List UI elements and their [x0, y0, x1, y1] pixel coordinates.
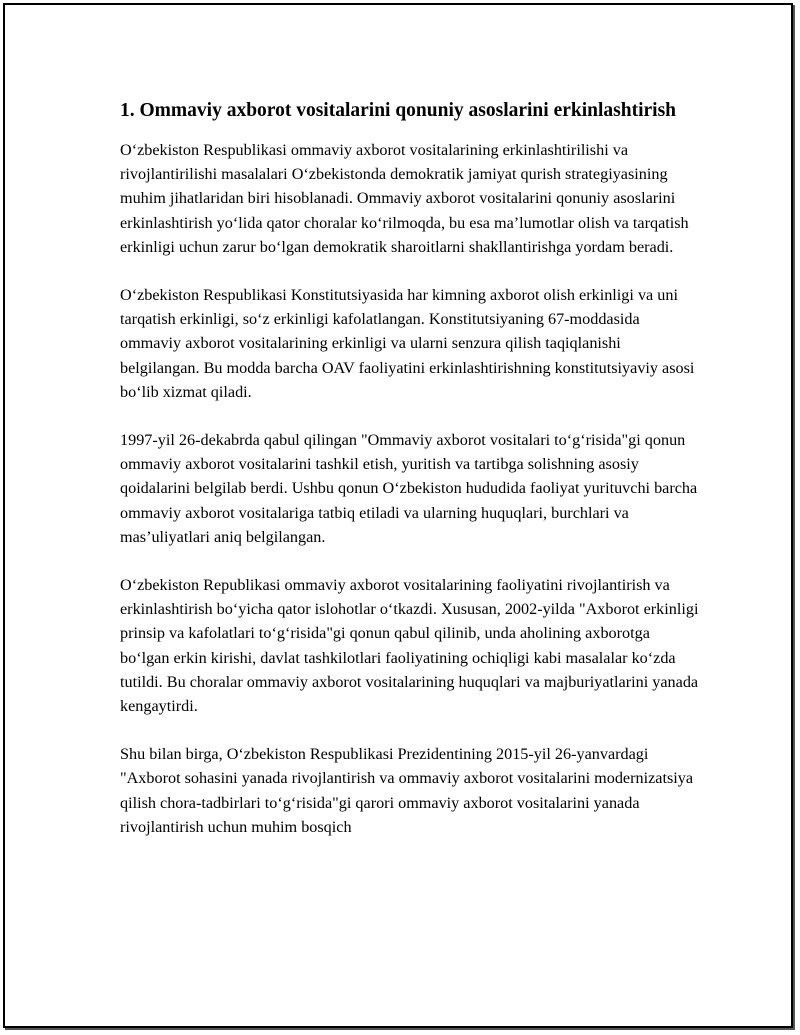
- paragraph-2: O‘zbekiston Respublikasi Konstitutsiyasida har kimning axborot olish erkinligi va uni tarqatish erkinligi, so‘z erkinligi kafolatlangan. Konstitutsiyaning 67-moddasida ommaviy axborot vositalarining erkinligi va ularni senzura qilish taqiqlanishi belgilangan. Bu modda barcha OAV faoliyatini erkinlashtirishning konstitutsiyaviy asosi bo‘lib xizmat qiladi.: [120, 286, 695, 401]
- document-content: [120, 97, 700, 863]
- page-frame: [3, 3, 793, 1028]
- paragraph-3: 1997-yil 26-dekabrda qabul qilingan "Ommaviy axborot vositalari to‘g‘risida"gi qonun ommaviy axborot vositalarini tashkil etish, yuritish va tartibga solishning asosiy qoidalarini belgilab berdi. Ushbu qonun O‘zbekiston hududida faoliyat yurituvchi barcha ommaviy axborot vositalariga tatbiq etiladi va ularning huquqlari, burchlari va mas’uliyatlari aniq belgilangan.: [120, 431, 698, 546]
- paragraph-4: O‘zbekiston Republikasi ommaviy axborot vositalarining faoliyatini rivojlantirish va erkinlashtirish bo‘yicha qator islohotlar o‘tkazdi. Xususan, 2002-yilda "Axborot erkinligi prinsip va kafolatlari to‘g‘risida"gi qonun qabul qilinib, unda aholining axborotga bo‘lgan erkin kirishi, davlat tashkilotlari faoliyatining ochiqligi kabi masalalar ko‘zda tutildi. Bu choralar ommaviy axborot vositalarining huquqlari va majburiyatlarini yanada kengaytirdi.: [120, 576, 699, 716]
- section-heading: 1. Ommaviy axborot vositalarini qonuniy asoslarini erkinlashtirish: [120, 100, 677, 121]
- paragraph-5: Shu bilan birga, O‘zbekiston Respublikasi Prezidentining 2015-yil 26-yanvardagi "Axborot sohasini yanada rivojlantirish va ommaviy axborot vositalarini modernizatsiya qilish chora-tadbirlari to‘g‘risida"gi qarori ommaviy axborot vositalarini yanada rivojlantirish uchun muhim bosqich: [120, 745, 694, 836]
- paragraph-1: O‘zbekiston Respublikasi ommaviy axborot vositalarining erkinlashtirilishi va rivojlantirilishi masalalari O‘zbekistonda demokratik jamiyat qurish strategiyasining muhim jihatlaridan biri hisoblanadi. Ommaviy axborot vositalarini qonuniy asoslarini erkinlashtirish yo‘lida qator choralar ko‘rilmoqda, bu esa ma’lumotlar olish va tarqatish erkinligi uchun zarur bo‘lgan demokratik sharoitlarni shakllantirishga yordam beradi.: [120, 141, 689, 256]
